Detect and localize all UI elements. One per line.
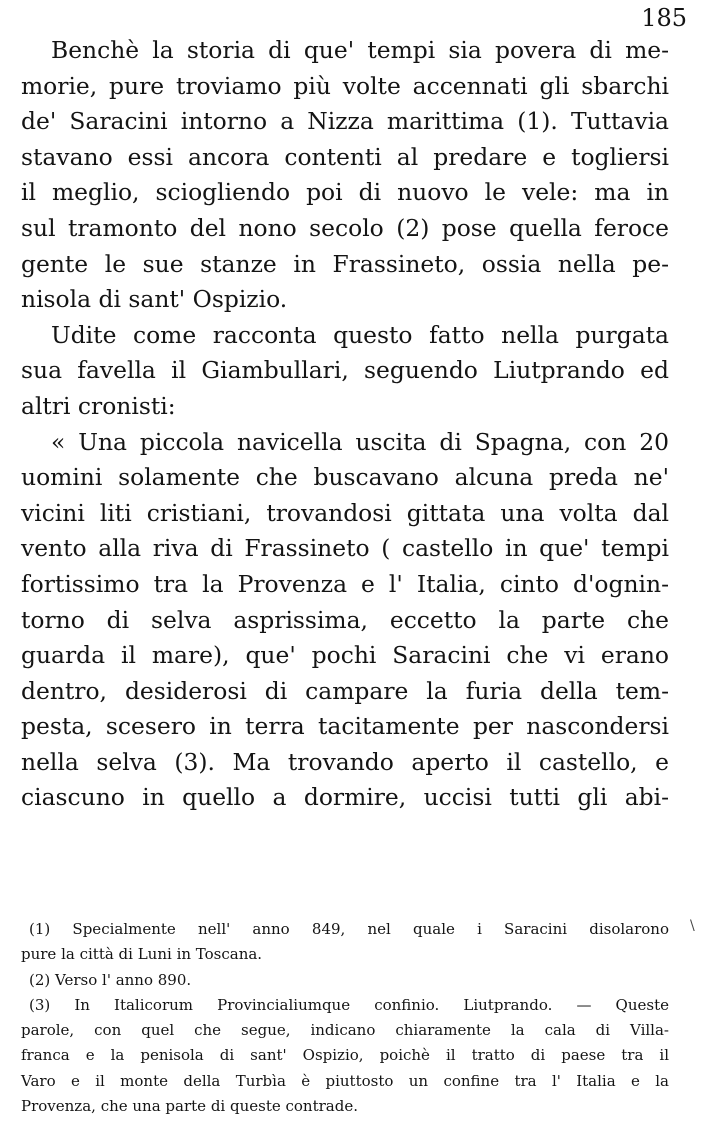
text-line: sul tramonto del nono secolo (2) pose quella feroce xyxy=(21,213,669,242)
footnote-line: (1) Specialmente nell' anno 849, nel quale i Saracini disolarono xyxy=(29,920,669,938)
text-line: Udite come racconta questo fatto nella purgata xyxy=(51,320,669,349)
text-line: guarda il mare), que' pochi Saracini che vi erano xyxy=(21,641,669,670)
text-line: vento alla riva di Frassineto ( castello in que' tempi xyxy=(21,534,669,563)
text-line: torno di selva asprissima, eccetto la parte che xyxy=(21,605,669,634)
text-line: « Una piccola navicella uscita di Spagna, con 20 xyxy=(51,427,669,456)
text-line: dentro, desiderosi di campare la furia della tem- xyxy=(21,676,669,705)
main-text xyxy=(21,33,669,816)
footnotes xyxy=(21,917,669,1119)
footnote-line: pure la città di Luni in Toscana. xyxy=(21,945,263,964)
text-line: stavano essi ancora contenti al predare e togliersi xyxy=(21,142,669,171)
footnote-line: parole, con quel che segue, indicano chiaramente la cala di Villa- xyxy=(21,1021,669,1040)
text-line: nisola di sant' Ospizio. xyxy=(21,285,288,314)
text-line: fortissimo tra la Provenza e l' Italia, cinto d'ognin- xyxy=(21,569,669,598)
paragraph xyxy=(21,318,669,425)
text-line: morie, pure troviamo più volte accennati gli sbarchi xyxy=(21,71,669,100)
text-line: altri cronisti: xyxy=(21,391,176,420)
text-line: il meglio, sciogliendo poi di nuovo le vele: ma in xyxy=(21,178,669,207)
footnote xyxy=(21,993,669,1119)
text-line: vicini liti cristiani, trovandosi gittata una volta dal xyxy=(21,498,669,527)
text-line: de' Saracini intorno a Nizza marittima (1). Tuttavia xyxy=(21,107,669,136)
footnote-line: Varo e il monte della Turbìa è piuttosto un confine tra l' Italia e la xyxy=(21,1071,669,1090)
text-line: Benchè la storia di que' tempi sia povera di me- xyxy=(51,36,669,64)
text-line: ciascuno in quello a dormire, uccisi tutti gli abi- xyxy=(21,783,669,812)
quoted-paragraph xyxy=(21,425,669,817)
text-line: gente le sue stanze in Frassineto, ossia nella pe- xyxy=(21,249,669,278)
footnote-line: Provenza, che una parte di queste contrade. xyxy=(21,1097,358,1116)
text-line: nella selva (3). Ma trovando aperto il castello, e xyxy=(21,747,669,776)
footnote-line: franca e la penisola di sant' Ospizio, poichè il tratto di paese tra il xyxy=(21,1046,669,1065)
footnote xyxy=(21,917,669,968)
footnote xyxy=(21,968,669,993)
footnote-line: (3) In Italicorum Provincialiumque confinio. Liutprando. — Queste xyxy=(29,995,669,1014)
print-mark: \ xyxy=(690,918,695,934)
footnote-line: (2) Verso l' anno 890. xyxy=(29,970,192,989)
text-line: sua favella il Giambullari, seguendo Liutprando ed xyxy=(21,356,669,385)
page-number: 185 xyxy=(641,4,687,32)
paragraph xyxy=(21,33,669,318)
text-line: pesta, scesero in terra tacitamente per nascondersi xyxy=(21,712,669,741)
text-line: uomini solamente che buscavano alcuna preda ne' xyxy=(21,463,669,492)
